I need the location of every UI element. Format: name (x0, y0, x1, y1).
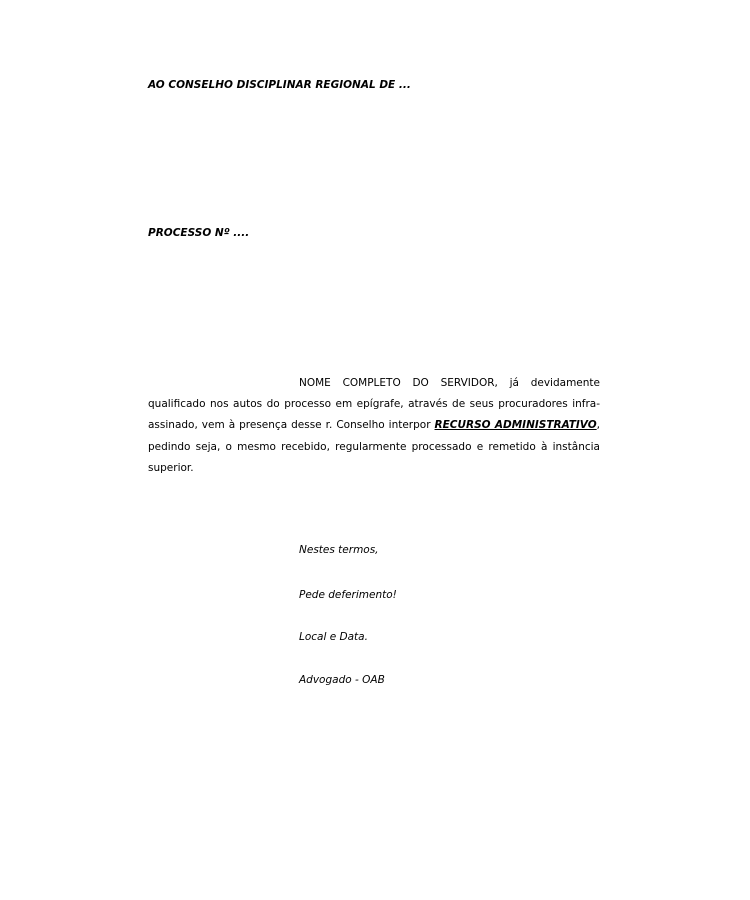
process-number-heading: PROCESSO Nº .... (148, 227, 250, 239)
closing-line-place-date: Local e Data. (299, 631, 368, 643)
petition-paragraph (148, 373, 600, 479)
closing-line-terms: Nestes termos, (299, 544, 379, 556)
paragraph-emphasis: RECURSO ADMINISTRATIVO (434, 419, 597, 432)
closing-line-request: Pede deferimento! (299, 589, 397, 601)
closing-line-signature: Advogado - OAB (299, 674, 385, 686)
paragraph-text-part1: NOME COMPLETO DO SERVIDOR, já devidamente qualificado nos autos do processo em epígrafe, através de seus procuradores infra-assinado, vem à presença desse r. Conselho interpor (148, 377, 600, 432)
addressee-heading: AO CONSELHO DISCIPLINAR REGIONAL DE ... (148, 79, 411, 91)
paragraph-text-part2: , pedindo seja, o mesmo recebido, regularmente processado e remetido à instância superior. (148, 419, 600, 474)
